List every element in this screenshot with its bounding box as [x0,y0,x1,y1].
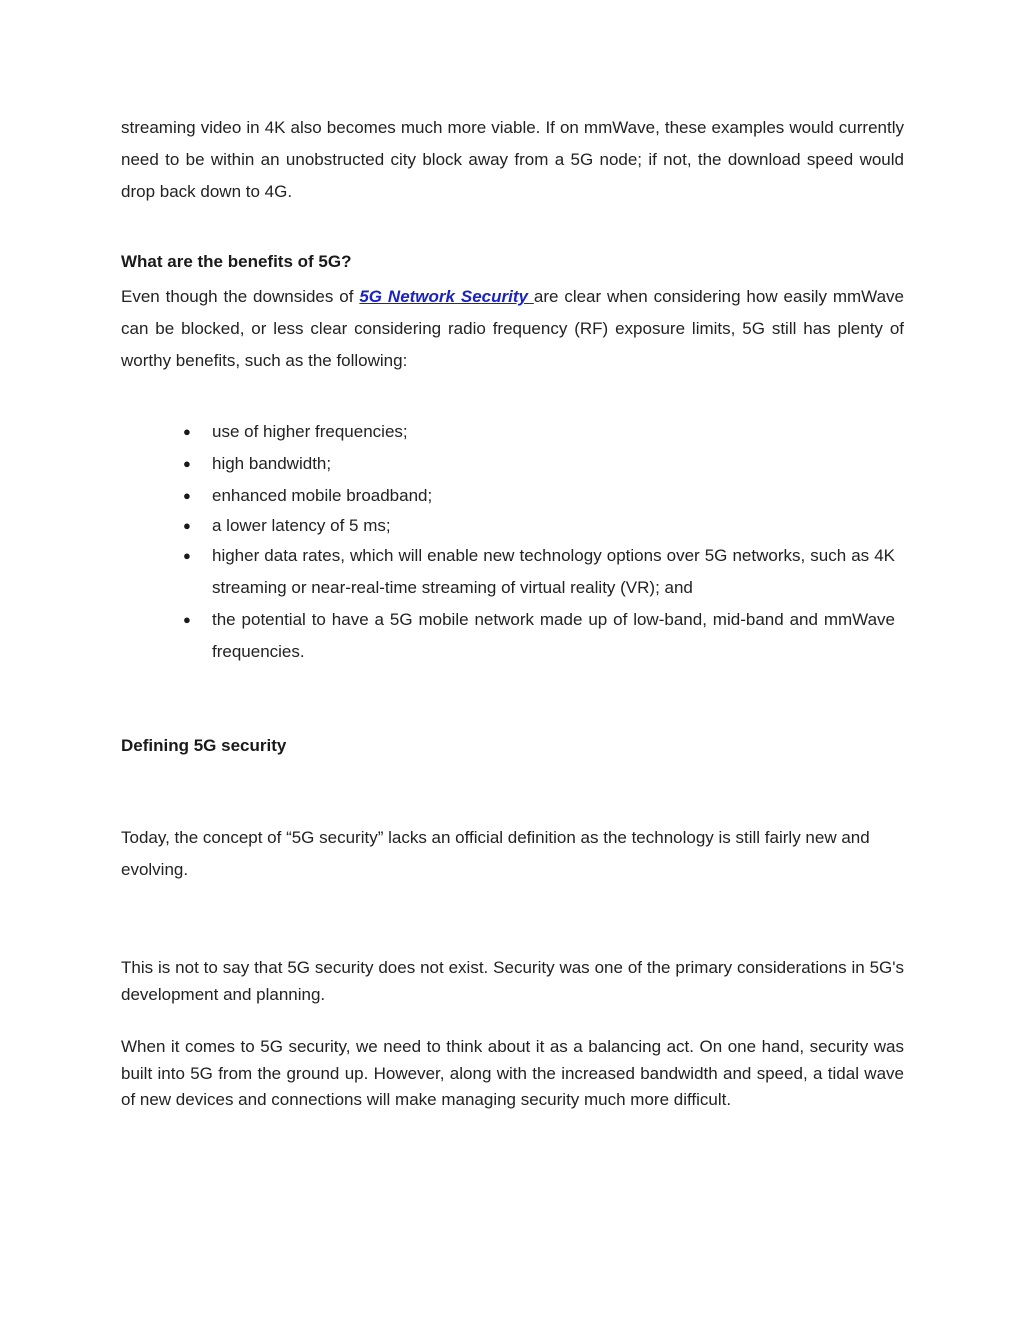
benefits-text-after-link: are clear when considering how easily mmWave can be blocked, or less clear considering radio frequency (RF) exposure limits, 5G still has plenty of worthy benefits, such as the following: [121,287,904,370]
list-item-text: enhanced mobile broadband; [212,486,433,505]
benefits-list [183,416,895,668]
defining-paragraph-2: This is not to say that 5G security does not exist. Security was one of the primary considerations in 5G's development and planning. [121,958,904,1004]
list-item-text: use of higher frequencies; [212,422,408,441]
defining-heading: Defining 5G security [121,736,287,755]
list-item-text: a lower latency of 5 ms; [212,516,391,535]
benefits-text-before-link: Even though the downsides of [121,287,360,306]
bullet-icon: ● [183,424,191,439]
bullet-icon: ● [183,518,191,533]
bullet-icon: ● [183,548,191,563]
bullet-icon: ● [183,488,191,503]
list-item [183,512,895,540]
benefits-heading: What are the benefits of 5G? [121,252,352,271]
bullet-icon: ● [183,612,191,627]
defining-paragraph-3: When it comes to 5G security, we need to think about it as a balancing act. On one hand, security was built into 5G from the ground up. However, along with the increased bandwidth and speed, a tidal wave of new devices and connections will make managing security much more difficult. [121,1037,904,1109]
list-item [183,416,895,448]
5g-network-security-link[interactable]: 5G Network Security [359,287,534,306]
list-item-text: the potential to have a 5G mobile network made up of low-band, mid-band and mmWave frequencies. [212,610,895,661]
document-page [121,112,904,1114]
list-item-text: high bandwidth; [212,454,332,473]
list-item [183,480,895,512]
bullet-icon: ● [183,456,191,471]
intro-paragraph: streaming video in 4K also becomes much more viable. If on mmWave, these examples would currently need to be within an unobstructed city block away from a 5G node; if not, the download speed would drop back down to 4G. [121,118,904,201]
list-item-text: higher data rates, which will enable new technology options over 5G networks, such as 4K streaming or near-real-time streaming of virtual reality (VR); and [212,546,895,597]
benefits-paragraph [121,281,904,377]
defining-paragraph-1: Today, the concept of “5G security” lacks an official definition as the technology is still fairly new and evolving. [121,828,870,879]
list-item [183,604,895,668]
list-item [183,540,895,604]
list-item [183,448,895,480]
